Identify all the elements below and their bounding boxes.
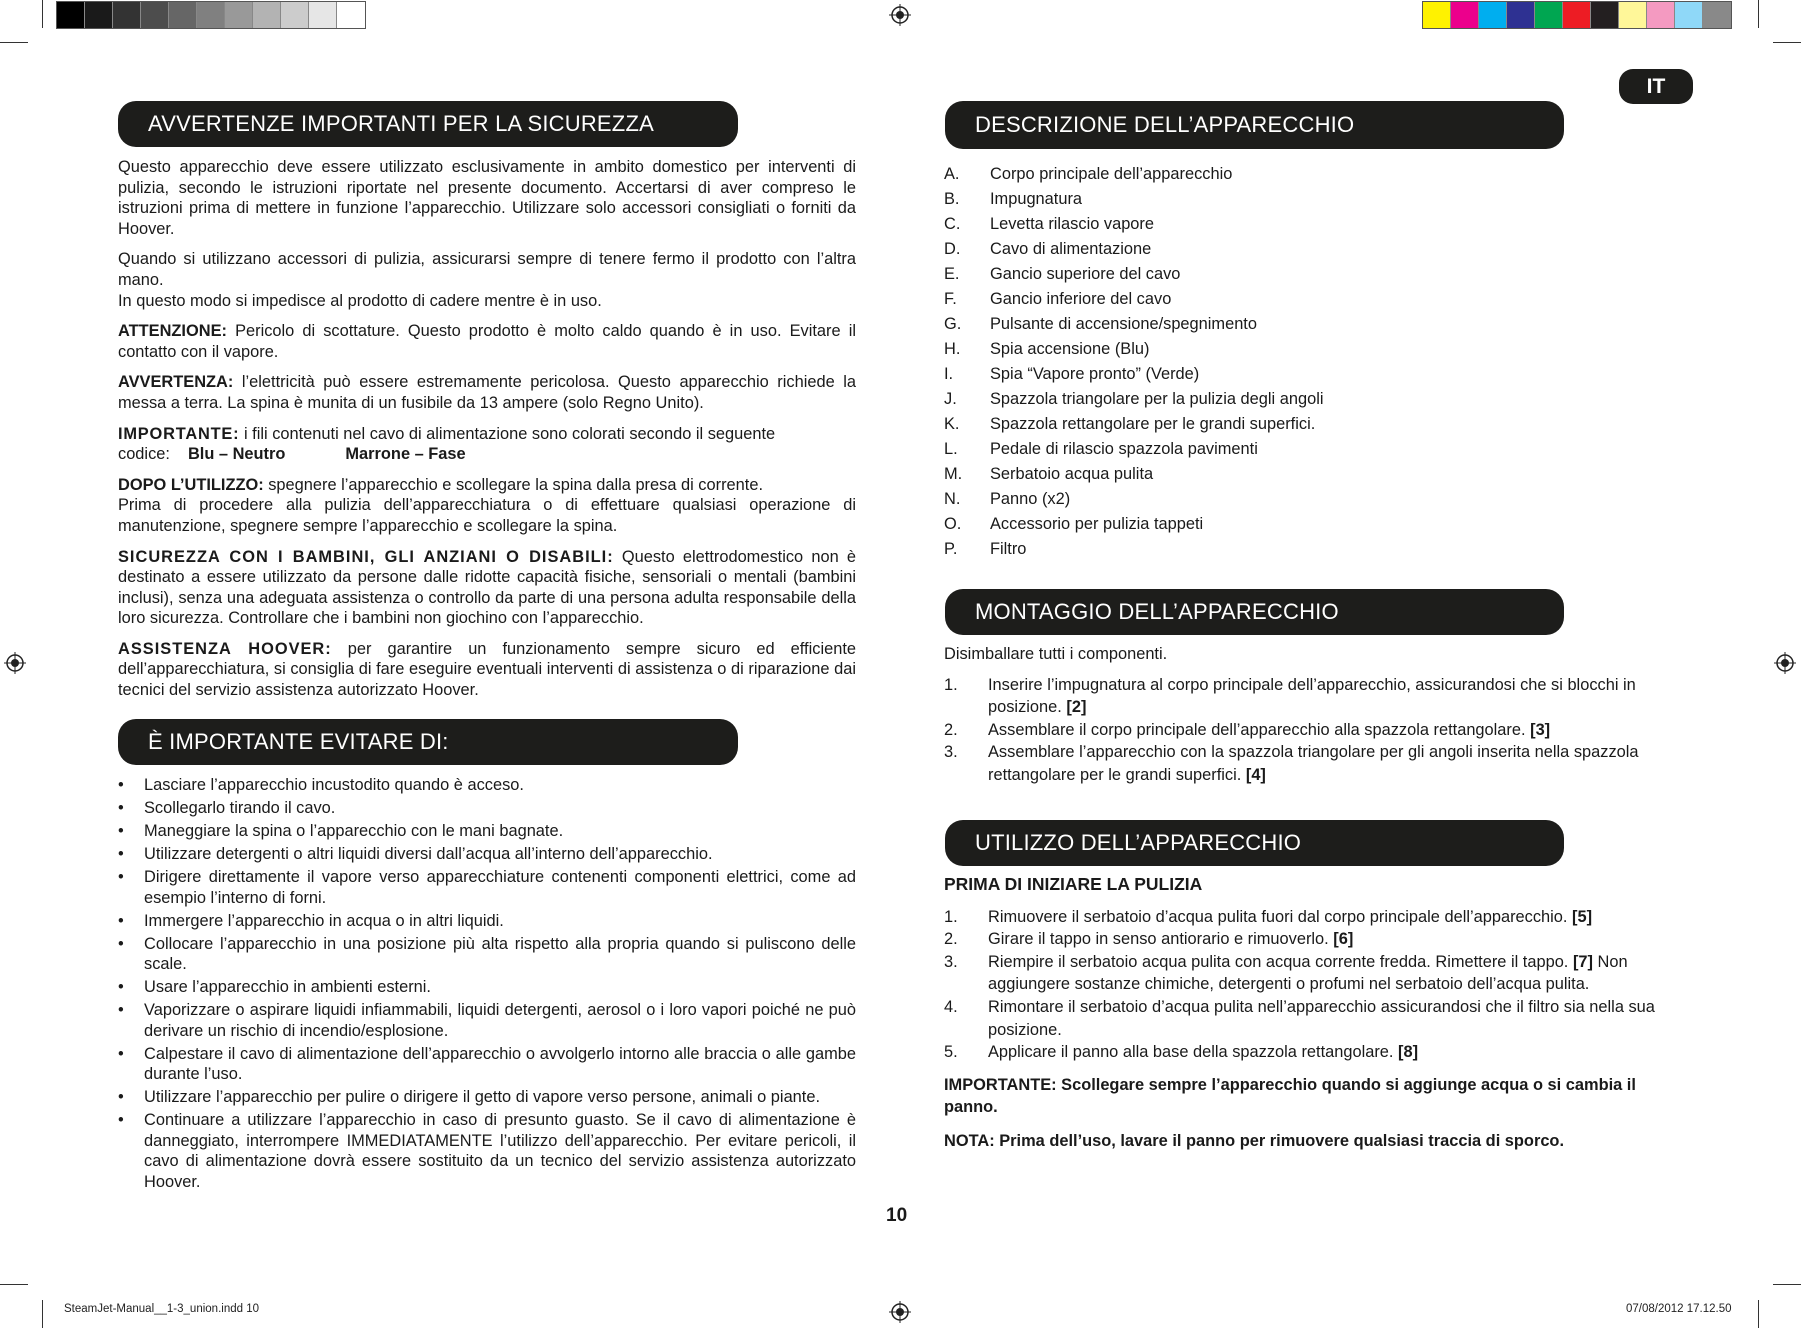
list-item: • Usare l’apparecchio in ambienti esterni. xyxy=(118,977,856,998)
list-item: M. Serbatoio acqua pulita xyxy=(944,465,1154,483)
swatch xyxy=(113,2,141,28)
usage-section xyxy=(944,873,1684,1153)
wire-code-brown: Marrone – Fase xyxy=(345,445,466,464)
crop-mark xyxy=(0,1284,28,1285)
swatch xyxy=(253,2,281,28)
swatch xyxy=(1507,2,1535,28)
safety-paragraph: Quando si utilizzano accessori di pulizia, assicurarsi sempre di tenere fermo il prodotto con l’altra mano. xyxy=(118,250,856,289)
list-item: • Vaporizzare o aspirare liquidi infiammabili, liquidi detergenti, aerosol o i loro vapori poiché ne può derivare un rischio di incendio/esplosione. xyxy=(118,1000,856,1041)
service-label: ASSISTENZA HOOVER: xyxy=(118,639,332,658)
important-paragraph: IMPORTANTE: i fili contenuti nel cavo di alimentazione sono colorati secondo il seguente codice: Blu – Neutro Marrone – Fase xyxy=(118,424,776,464)
attention-label: ATTENZIONE: xyxy=(118,322,227,341)
swatch xyxy=(1451,2,1479,28)
usage-steps xyxy=(944,906,1684,1064)
swatch xyxy=(1675,2,1703,28)
swatch xyxy=(1563,2,1591,28)
list-item: 2. Assemblare il corpo principale dell’apparecchio alla spazzola rettangolare. [3] xyxy=(944,720,1551,739)
attention-paragraph: ATTENZIONE: Pericolo di scottature. Questo prodotto è molto caldo quando è in uso. Evitare il contatto con il vapore. xyxy=(118,322,856,361)
description-heading: DESCRIZIONE DELL’APPARECCHIO xyxy=(945,101,1564,149)
swatch xyxy=(1423,2,1451,28)
list-item: • Collocare l’apparecchio in una posizione più alta rispetto alla propria quando si puliscono delle scale. xyxy=(118,934,856,975)
swatch xyxy=(1619,2,1647,28)
list-item: P. Filtro xyxy=(944,540,1027,558)
warning-paragraph: AVVERTENZA: l’elettricità può essere estremamente pericolosa. Questo apparecchio richiede la messa a terra. La spina è munita di un fusibile da 13 ampere (solo Regno Unito). xyxy=(118,373,856,412)
date-slug: 07/08/2012 17.12.50 xyxy=(1626,1303,1732,1315)
swatch xyxy=(197,2,225,28)
list-item: O. Accessorio per pulizia tappeti xyxy=(944,515,1204,533)
list-item: 1. Inserire l’impugnatura al corpo principale dell’apparecchio, assicurandosi che si blocchi in posizione. [2] xyxy=(944,675,1636,717)
swatch xyxy=(1703,2,1731,28)
avoid-heading: È IMPORTANTE EVITARE DI: xyxy=(118,719,738,765)
registration-mark-icon xyxy=(889,1301,911,1323)
list-item: 3. Assemblare l’apparecchio con la spazzola triangolare per gli angoli inserita nella spazzola rettangolare per le grandi superfici. [4] xyxy=(944,743,1639,784)
list-item: F. Gancio inferiore del cavo xyxy=(944,290,1172,308)
swatch xyxy=(169,2,197,28)
list-item: E. Gancio superiore del cavo xyxy=(944,265,1181,283)
swatch xyxy=(281,2,309,28)
list-item: • Continuare a utilizzare l’apparecchio in caso di presunto guasto. Se il cavo di alimentazione è danneggiato, interrompere IMMEDIATAMENTE l’utilizzo dell’apparecchio. Per evitare pericoli, il cavo di alimentazione dovrà essere sostituito da un tecnico del servizio assistenza autorizzato Hoover. xyxy=(118,1110,856,1192)
language-badge: IT xyxy=(1619,69,1693,104)
avoid-list xyxy=(118,775,856,1195)
list-item: D. Cavo di alimentazione xyxy=(944,240,1152,258)
usage-heading: UTILIZZO DELL’APPARECCHIO xyxy=(945,820,1564,866)
list-item: K. Spazzola rettangolare per le grandi superfici. xyxy=(944,415,1316,433)
important-note: IMPORTANTE: Scollegare sempre l’apparecchio quando si aggiunge acqua o si cambia il panno. xyxy=(944,1075,1636,1117)
service-paragraph: ASSISTENZA HOOVER: per garantire un funzionamento sempre sicuro ed efficiente dell’apparecchiatura, si consiglia di fare eseguire eventuali interventi di assistenza o di riparazione dai tecnici del servizio assistenza autorizzato Hoover. xyxy=(118,639,856,700)
list-item: C. Levetta rilascio vapore xyxy=(944,215,1154,233)
parts-list xyxy=(944,162,1504,562)
crop-mark xyxy=(1758,0,1759,28)
swatch xyxy=(1647,2,1675,28)
list-item: • Calpestare il cavo di alimentazione dell’apparecchio o avvolgerlo intorno alle braccia o alle gambe durante l’uso. xyxy=(118,1044,856,1085)
assembly-section xyxy=(944,643,1684,787)
list-item: • Immergere l’apparecchio in acqua o in altri liquidi. xyxy=(118,911,856,932)
list-item: • Lasciare l’apparecchio incustodito quando è acceso. xyxy=(118,775,856,796)
grayscale-color-bar xyxy=(56,1,366,29)
list-item: A. Corpo principale dell’apparecchio xyxy=(944,165,1233,183)
list-item: I. Spia “Vapore pronto” (Verde) xyxy=(944,365,1200,383)
list-item: 1. Rimuovere il serbatoio d’acqua pulita fuori dal corpo principale dell’apparecchio. [5] xyxy=(944,907,1593,926)
list-item: 4. Rimontare il serbatoio d’acqua pulita nell’apparecchio assicurandosi che il filtro sia nella sua posizione. xyxy=(944,997,1655,1039)
list-item: 5. Applicare il panno alla base della spazzola rettangolare. [8] xyxy=(944,1043,1419,1062)
children-safety-label: SICUREZZA CON I BAMBINI, GLI ANZIANI O DISABILI: xyxy=(118,547,614,566)
crop-mark xyxy=(1773,1284,1801,1285)
swatch xyxy=(1591,2,1619,28)
list-item: G. Pulsante di accensione/spegnimento xyxy=(944,315,1257,333)
registration-mark-icon xyxy=(1774,652,1796,674)
safety-section xyxy=(118,157,856,711)
crop-mark xyxy=(42,0,43,28)
assembly-intro: Disimballare tutti i componenti. xyxy=(944,645,1168,663)
registration-mark-icon xyxy=(889,4,911,26)
list-item: J. Spazzola triangolare per la pulizia degli angoli xyxy=(944,390,1324,408)
file-slug: SteamJet-Manual__1-3_union.indd 10 xyxy=(64,1303,259,1315)
swatch xyxy=(309,2,337,28)
list-item: L. Pedale di rilascio spazzola pavimenti xyxy=(944,440,1258,458)
safety-heading: AVVERTENZE IMPORTANTI PER LA SICUREZZA xyxy=(118,101,738,147)
swatch xyxy=(225,2,253,28)
crop-mark xyxy=(0,42,28,43)
crop-mark xyxy=(1773,42,1801,43)
safety-paragraph: Questo apparecchio deve essere utilizzato esclusivamente in ambito domestico per interventi di pulizia, secondo le istruzioni riportate nel presente documento. Accertarsi di aver compreso le istruzioni prima di mettere in funzione l’apparecchio. Utilizzare solo accessori consigliati o forniti da Hoover. xyxy=(118,158,856,238)
list-item: • Utilizzare detergenti o altri liquidi diversi dall’acqua all’interno dell’apparecchio. xyxy=(118,844,856,865)
process-color-bar xyxy=(1422,1,1732,29)
after-use-paragraph: DOPO L’UTILIZZO: spegnere l’apparecchio e scollegare la spina dalla presa di corrente. xyxy=(118,475,763,494)
page-number: 10 xyxy=(886,1205,908,1226)
swatch xyxy=(85,2,113,28)
after-use-label: DOPO L’UTILIZZO: xyxy=(118,475,264,494)
swatch xyxy=(57,2,85,28)
list-item: H. Spia accensione (Blu) xyxy=(944,340,1150,358)
assembly-heading: MONTAGGIO DELL’APPARECCHIO xyxy=(945,589,1564,635)
list-item: B. Impugnatura xyxy=(944,190,1083,208)
crop-mark xyxy=(1758,1300,1759,1328)
list-item: N. Panno (x2) xyxy=(944,490,1071,508)
list-item: 2. Girare il tappo in senso antiorario e rimuoverlo. [6] xyxy=(944,930,1354,949)
warning-label: AVVERTENZA: xyxy=(118,373,234,392)
crop-mark xyxy=(42,1300,43,1328)
list-item: • Scollegarlo tirando il cavo. xyxy=(118,798,856,819)
swatch xyxy=(141,2,169,28)
list-item: • Utilizzare l’apparecchio per pulire o dirigere il getto di vapore verso persone, animali o piante. xyxy=(118,1087,856,1108)
list-item: 3. Riempire il serbatoio acqua pulita con acqua corrente fredda. Rimettere il tappo. [7] Non aggiungere sostanze chimiche, detergenti o profumi nel serbatoio dell’acqua pulita. xyxy=(944,952,1628,994)
assembly-steps xyxy=(944,674,1684,787)
list-item: • Dirigere direttamente il vapore verso apparecchiature contenenti componenti elettrici, come ad esempio l’interno di forni. xyxy=(118,867,856,908)
swatch xyxy=(1479,2,1507,28)
safety-paragraph: In questo modo si impedisce al prodotto di cadere mentre è in uso. xyxy=(118,291,602,310)
usage-subtitle: PRIMA DI INIZIARE LA PULIZIA xyxy=(944,874,1203,894)
list-item: • Maneggiare la spina o l’apparecchio con le mani bagnate. xyxy=(118,821,856,842)
wire-code-blue: Blu – Neutro xyxy=(187,445,286,464)
after-use-paragraph: Prima di procedere alla pulizia dell’apparecchiatura o di effettuare qualsiasi operazione di manutenzione, spegnere sempre l’apparecchio e scollegare la spina. xyxy=(118,496,856,535)
registration-mark-icon xyxy=(4,652,26,674)
important-label: IMPORTANTE: xyxy=(118,424,240,443)
swatch xyxy=(1535,2,1563,28)
children-safety-paragraph: SICUREZZA CON I BAMBINI, GLI ANZIANI O DISABILI: Questo elettrodomestico non è destinato a essere utilizzato da persone dalle ridotte capacità fisiche, sensoriali o mentali (bambini inclusi), senza una adeguata assistenza o controllo da parte di una persona adulta responsabile della loro sicurezza. Controllare che i bambini non giochino con l’apparecchio. xyxy=(118,547,857,628)
cleaning-note: NOTA: Prima dell’uso, lavare il panno per rimuovere qualsiasi traccia di sporco. xyxy=(944,1131,1565,1150)
swatch xyxy=(337,2,365,28)
